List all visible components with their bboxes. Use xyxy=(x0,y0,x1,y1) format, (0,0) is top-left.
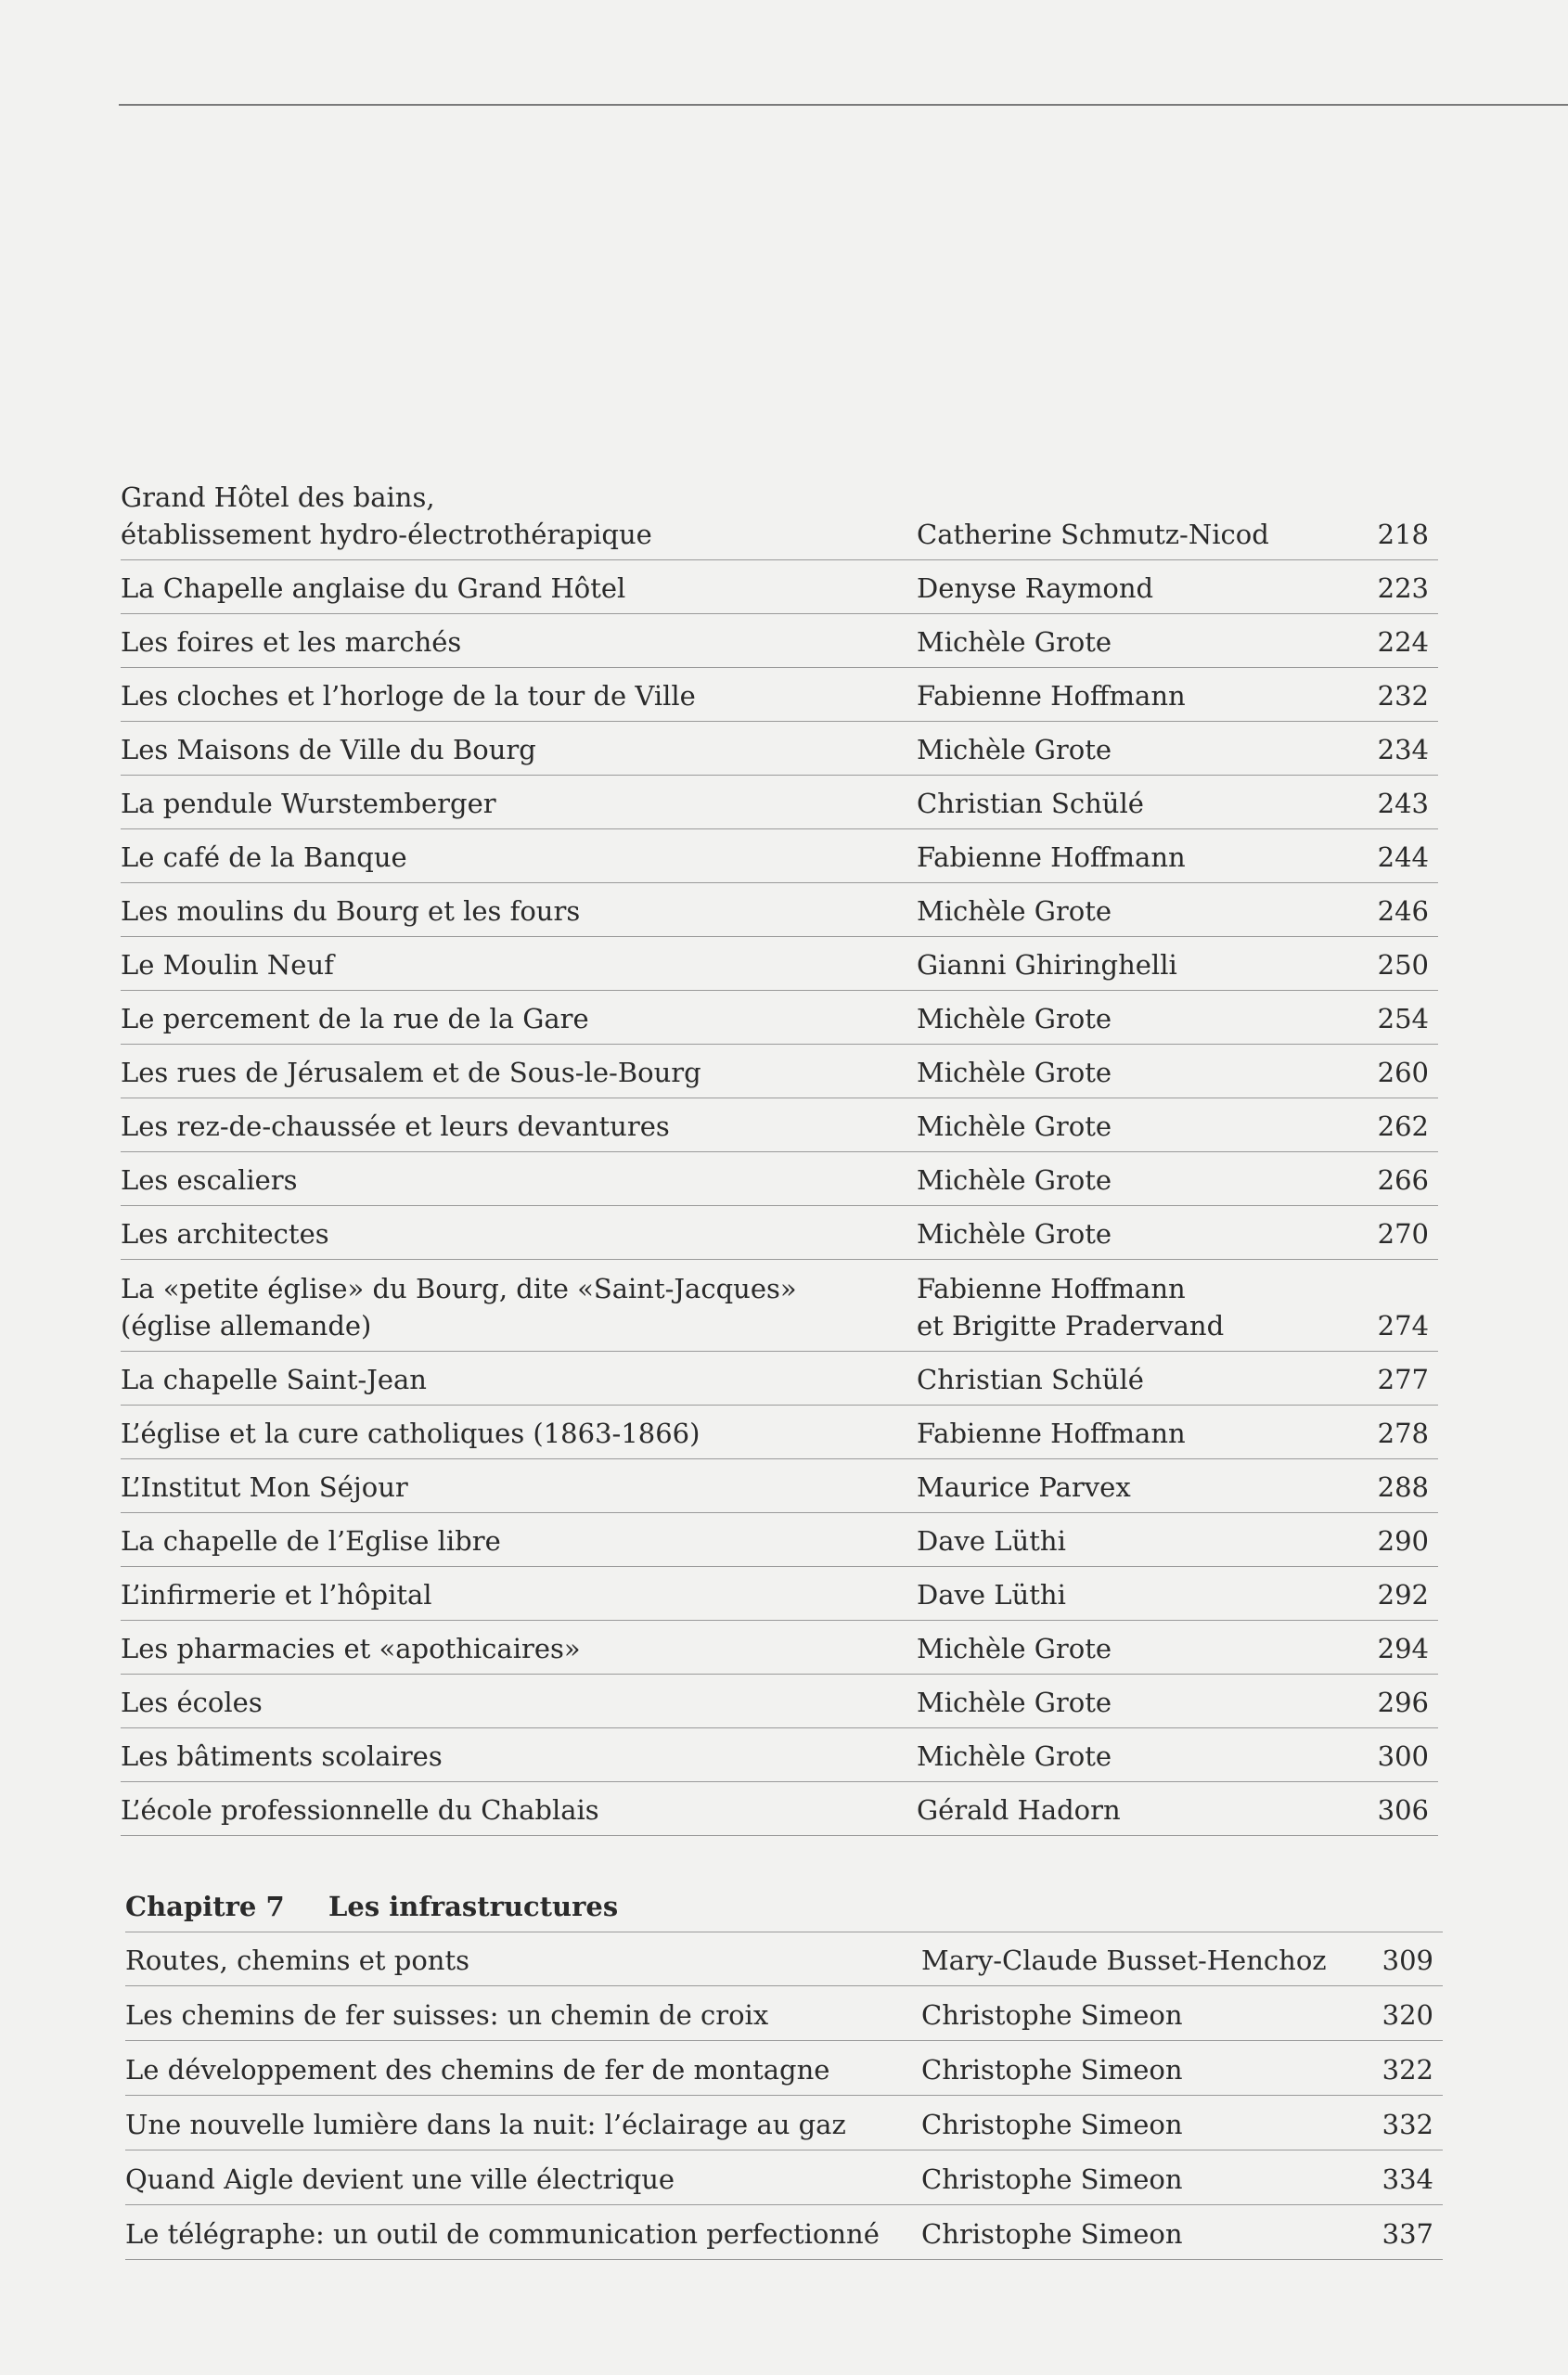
entry-page-number: 296 xyxy=(1377,1687,1429,1718)
toc-entry xyxy=(121,1459,1438,1513)
entry-author: Christophe Simeon xyxy=(921,2218,1183,2250)
toc-entry xyxy=(121,1675,1438,1728)
entry-title: Les Maisons de Ville du Bourg xyxy=(121,734,536,765)
entry-page-number: 262 xyxy=(1377,1110,1429,1142)
entry-page-number: 246 xyxy=(1377,895,1429,927)
entry-author: Michèle Grote xyxy=(917,734,1112,765)
entry-author: Christian Schülé xyxy=(917,1364,1144,1395)
entry-title: L’infirmerie et l’hôpital xyxy=(121,1579,432,1611)
toc-entry xyxy=(121,1352,1438,1406)
entry-author: Michèle Grote xyxy=(917,1110,1112,1142)
entry-title: Les chemins de fer suisses: un chemin de croix xyxy=(125,1999,769,2031)
entry-author: Dave Lüthi xyxy=(917,1525,1066,1557)
chapter-title: Les infrastructures xyxy=(328,1891,619,1922)
entry-page-number: 244 xyxy=(1377,841,1429,873)
entry-author: Christophe Simeon xyxy=(921,2109,1183,2140)
entry-author: Gianni Ghiringhelli xyxy=(917,949,1177,981)
entry-title: Une nouvelle lumière dans la nuit: l’éclairage au gaz xyxy=(125,2109,846,2140)
entry-author: Fabienne Hoffmann xyxy=(917,1418,1186,1449)
entry-page-number: 224 xyxy=(1377,626,1429,658)
toc-entry xyxy=(121,722,1438,776)
entry-page-number: 306 xyxy=(1377,1794,1429,1826)
toc-entry xyxy=(121,1513,1438,1567)
entry-author: Maurice Parvex xyxy=(917,1471,1131,1503)
toc-entry xyxy=(121,883,1438,937)
entry-title: La chapelle Saint-Jean xyxy=(121,1364,427,1395)
entry-author: Michèle Grote xyxy=(917,1218,1112,1250)
entry-title: L’école professionnelle du Chablais xyxy=(121,1794,599,1826)
entry-title: Le café de la Banque xyxy=(121,841,407,873)
entry-author: Michèle Grote xyxy=(917,626,1112,658)
entry-page-number: 277 xyxy=(1377,1364,1429,1395)
entry-title: L’Institut Mon Séjour xyxy=(121,1471,408,1503)
entry-page-number: 300 xyxy=(1377,1740,1429,1772)
entry-title: Les rez-de-chaussée et leurs devantures xyxy=(121,1110,670,1142)
entry-author: Michèle Grote xyxy=(917,895,1112,927)
top-rule xyxy=(119,104,1568,106)
entry-page-number: 243 xyxy=(1377,788,1429,819)
toc-entry xyxy=(125,2041,1443,2096)
entry-page-number: 266 xyxy=(1377,1164,1429,1196)
toc-entry xyxy=(121,1567,1438,1621)
entry-title: Quand Aigle devient une ville électrique xyxy=(125,2163,675,2195)
entry-title: L’église et la cure catholiques (1863-1866) xyxy=(121,1418,700,1449)
entry-author: Michèle Grote xyxy=(917,1687,1112,1718)
entry-page-number: 232 xyxy=(1377,680,1429,712)
entry-page-number: 337 xyxy=(1382,2218,1433,2250)
entry-author: Mary-Claude Busset-Henchoz xyxy=(921,1945,1327,1976)
entry-title: Les foires et les marchés xyxy=(121,626,462,658)
entry-author: Dave Lüthi xyxy=(917,1579,1066,1611)
entry-author: Michèle Grote xyxy=(917,1164,1112,1196)
toc-entry xyxy=(121,560,1438,614)
entry-author: Fabienne Hoffmann et Brigitte Pradervand xyxy=(917,1273,1225,1342)
entry-author: Michèle Grote xyxy=(917,1740,1112,1772)
entry-page-number: 254 xyxy=(1377,1003,1429,1034)
entry-author: Christophe Simeon xyxy=(921,2054,1183,2086)
entry-title: Le percement de la rue de la Gare xyxy=(121,1003,589,1034)
entry-author: Gérald Hadorn xyxy=(917,1794,1121,1826)
toc-entry xyxy=(121,1045,1438,1098)
entry-page-number: 292 xyxy=(1377,1579,1429,1611)
entry-page-number: 288 xyxy=(1377,1471,1429,1503)
toc-entry xyxy=(121,1098,1438,1152)
entry-title: Grand Hôtel des bains, établissement hydro-électrothérapique xyxy=(121,481,652,550)
entry-page-number: 322 xyxy=(1382,2054,1433,2086)
entry-page-number: 294 xyxy=(1377,1633,1429,1664)
entry-page-number: 290 xyxy=(1377,1525,1429,1557)
toc-entry xyxy=(121,829,1438,883)
toc-entry xyxy=(121,1728,1438,1782)
entry-title: La pendule Wurstemberger xyxy=(121,788,496,819)
entry-title: Les bâtiments scolaires xyxy=(121,1740,443,1772)
entry-title: Les moulins du Bourg et les fours xyxy=(121,895,581,927)
toc-entry xyxy=(121,614,1438,668)
entry-author: Denyse Raymond xyxy=(917,572,1154,604)
entry-title: La chapelle de l’Eglise libre xyxy=(121,1525,501,1557)
entry-page-number: 270 xyxy=(1377,1218,1429,1250)
toc-entry xyxy=(121,776,1438,829)
toc-entry xyxy=(125,1932,1443,1986)
entry-title: La «petite église» du Bourg, dite «Saint-Jacques» (église allemande) xyxy=(121,1273,797,1342)
toc-entry xyxy=(121,1260,1438,1352)
entry-page-number: 250 xyxy=(1377,949,1429,981)
entry-author: Christian Schülé xyxy=(917,788,1144,819)
toc-entry xyxy=(121,937,1438,991)
entry-title: Les pharmacies et «apothicaires» xyxy=(121,1633,581,1664)
entry-title: Les écoles xyxy=(121,1687,263,1718)
toc-entry xyxy=(125,2150,1443,2205)
entry-title: Le Moulin Neuf xyxy=(121,949,334,981)
chapter-number: Chapitre 7 xyxy=(125,1891,285,1922)
entry-page-number: 223 xyxy=(1377,572,1429,604)
entry-author: Michèle Grote xyxy=(917,1057,1112,1088)
entry-title: Le télégraphe: un outil de communication perfectionné xyxy=(125,2218,880,2250)
entry-author: Fabienne Hoffmann xyxy=(917,680,1186,712)
entry-page-number: 234 xyxy=(1377,734,1429,765)
entry-page-number: 278 xyxy=(1377,1418,1429,1449)
entry-title: La Chapelle anglaise du Grand Hôtel xyxy=(121,572,626,604)
entry-author: Michèle Grote xyxy=(917,1003,1112,1034)
toc-section-1 xyxy=(121,469,1438,1836)
chapter-heading xyxy=(125,1883,1443,1932)
entry-page-number: 320 xyxy=(1382,1999,1433,2031)
entry-page-number: 309 xyxy=(1382,1945,1433,1976)
toc-entry xyxy=(121,1782,1438,1836)
toc-section-chapter-7 xyxy=(125,1932,1443,2260)
toc-entry xyxy=(121,469,1438,560)
entry-page-number: 218 xyxy=(1377,519,1429,550)
toc-entry xyxy=(121,1406,1438,1459)
entry-title: Routes, chemins et ponts xyxy=(125,1945,470,1976)
entry-title: Les architectes xyxy=(121,1218,329,1250)
entry-title: Le développement des chemins de fer de montagne xyxy=(125,2054,830,2086)
entry-title: Les escaliers xyxy=(121,1164,298,1196)
toc-entry xyxy=(121,991,1438,1045)
entry-author: Christophe Simeon xyxy=(921,2163,1183,2195)
entry-title: Les cloches et l’horloge de la tour de Ville xyxy=(121,680,696,712)
toc-entry xyxy=(121,1152,1438,1206)
entry-page-number: 260 xyxy=(1377,1057,1429,1088)
entry-page-number: 334 xyxy=(1382,2163,1433,2195)
toc-entry xyxy=(121,668,1438,722)
entry-page-number: 332 xyxy=(1382,2109,1433,2140)
entry-page-number: 274 xyxy=(1377,1310,1429,1342)
toc-entry xyxy=(121,1206,1438,1260)
entry-author: Catherine Schmutz-Nicod xyxy=(917,519,1269,550)
entry-title: Les rues de Jérusalem et de Sous-le-Bourg xyxy=(121,1057,701,1088)
toc-entry xyxy=(125,1986,1443,2041)
toc-entry xyxy=(125,2096,1443,2150)
entry-author: Fabienne Hoffmann xyxy=(917,841,1186,873)
toc-entry xyxy=(125,2205,1443,2260)
entry-author: Christophe Simeon xyxy=(921,1999,1183,2031)
toc-entry xyxy=(121,1621,1438,1675)
entry-author: Michèle Grote xyxy=(917,1633,1112,1664)
